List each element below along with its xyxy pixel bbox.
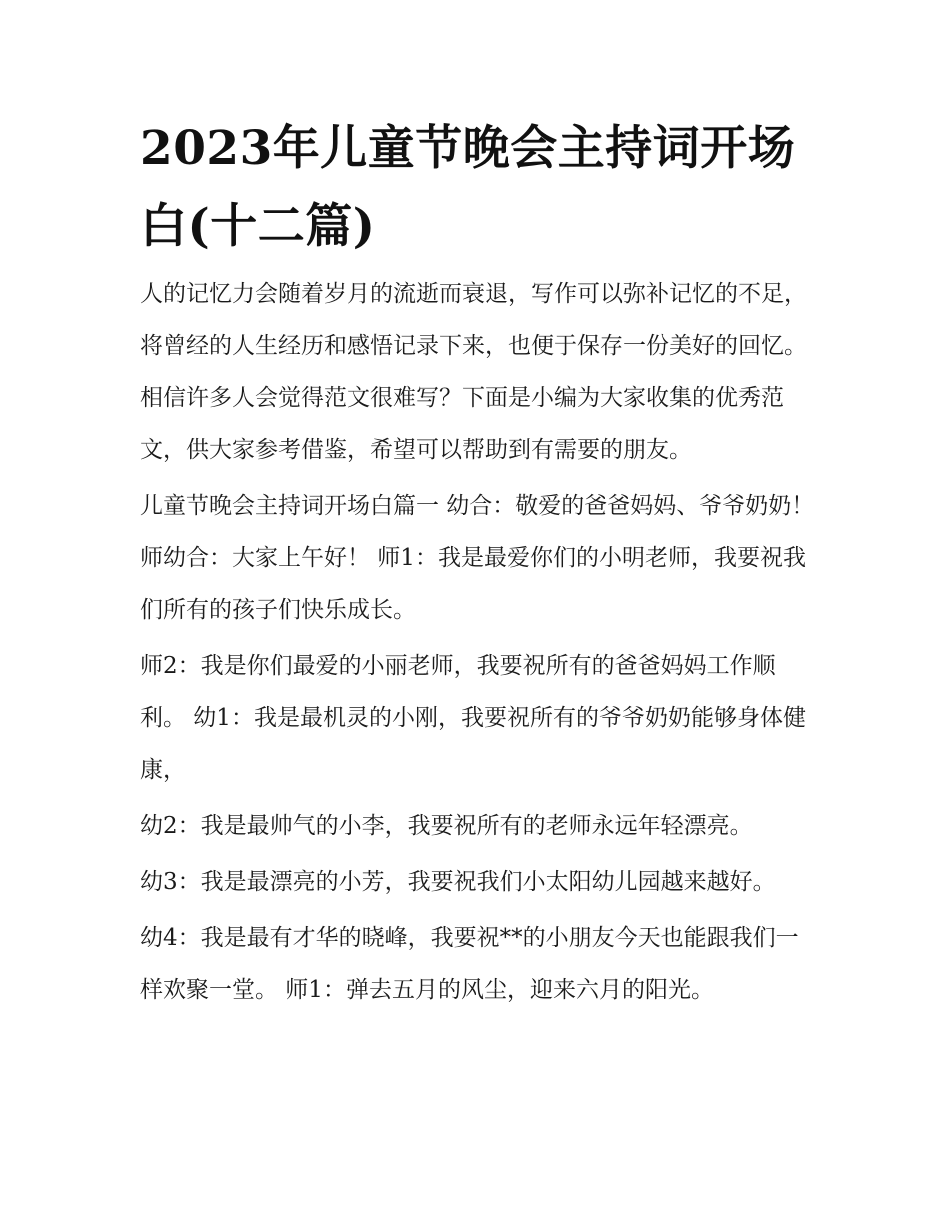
document-body [140, 268, 820, 1020]
paragraph-intro: 人的记忆力会随着岁月的流逝而衰退，写作可以弥补记忆的不足，将曾经的人生经历和感悟记录下来，也便于保存一份美好的回忆。相信许多人会觉得范文很难写？下面是小编为大家收集的优秀范文，供大家参考借鉴，希望可以帮助到有需要的朋友。 [140, 281, 807, 463]
paragraph-child-4: 幼4：我是最有才华的晓峰，我要祝**的小朋友今天也能跟我们一样欢聚一堂。 师1：弹去五月的风尘，迎来六月的阳光。 [140, 925, 799, 1003]
paragraph-teacher-2: 师2：我是你们最爱的小丽老师，我要祝所有的爸爸妈妈工作顺利。 幼1：我是最机灵的小刚，我要祝所有的爷爷奶奶能够身体健康， [140, 653, 806, 783]
paragraph-child-3: 幼3：我是最漂亮的小芳，我要祝我们小太阳幼儿园越来越好。 [140, 869, 776, 895]
paragraph-opening: 儿童节晚会主持词开场白篇一 幼合：敬爱的爸爸妈妈、爷爷奶奶！ 师幼合：大家上午好！ 师1：我是最爱你们的小明老师，我要祝我们所有的孩子们快乐成长。 [140, 493, 815, 623]
paragraph-child-2: 幼2：我是最帅气的小李，我要祝所有的老师永远年轻漂亮。 [140, 813, 753, 839]
document-title: 2023年儿童节晚会主持词开场白(十二篇) [140, 121, 796, 254]
